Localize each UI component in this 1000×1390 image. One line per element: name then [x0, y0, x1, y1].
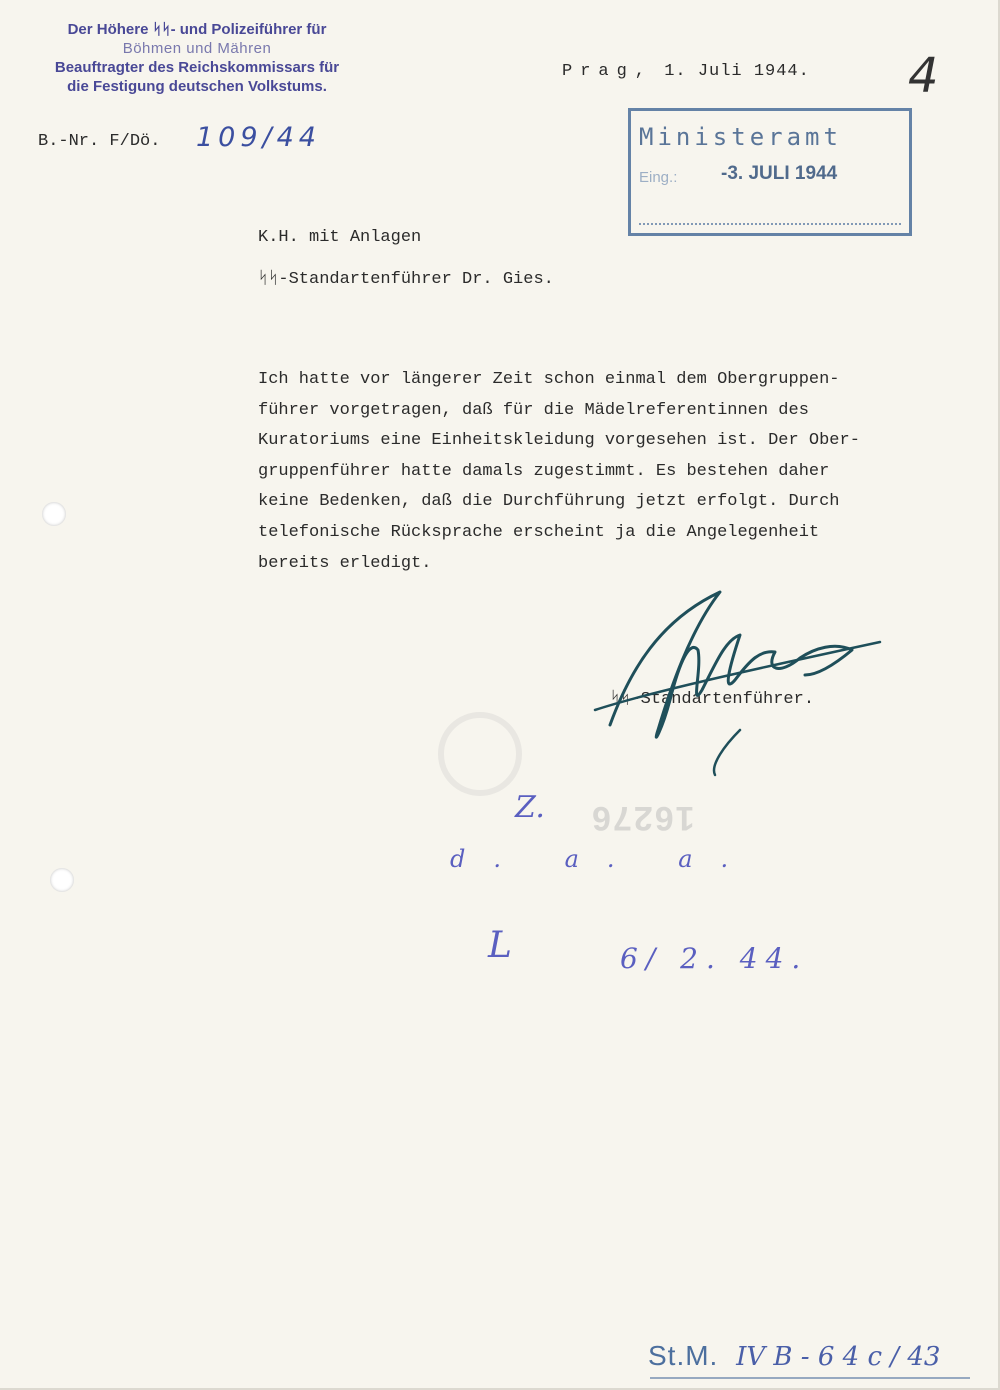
receipt-stamp-date: -3. JULI 1944 — [721, 163, 838, 184]
reference-label: B.-Nr. F/Dö. — [38, 132, 161, 151]
dateline-date: 1. Juli 1944. — [664, 62, 810, 81]
letterhead-line-3: Beauftragter des Reichskommissars für — [54, 59, 340, 76]
letter-body — [258, 365, 978, 579]
body-line-7: bereits erledigt. — [258, 553, 432, 573]
recipient-line-2: ᛋᛋ-Standartenführer Dr. Gies. — [258, 270, 554, 289]
letterhead-line-4: die Festigung deutschen Volkstums. — [67, 78, 327, 95]
body-line-2: führer vorgetragen, daß für die Mädelreferentinnen des — [258, 400, 809, 420]
letterhead-line-1: Der Höhere ᛋᛋ- und Polizeiführer für — [67, 21, 327, 38]
pencil-mark: L — [488, 925, 512, 966]
margin-mark-handwritten: 4 — [908, 48, 939, 104]
letterhead-line-2: Böhmen und Mähren — [122, 40, 272, 57]
filing-stamp-underline — [650, 1377, 970, 1379]
receipt-stamp-dotted-line — [639, 223, 901, 225]
receipt-stamp — [628, 108, 912, 236]
reference-number-handwritten: 109/44 — [196, 122, 321, 153]
letterhead-stamp — [22, 20, 372, 96]
body-line-6: telefonische Rücksprache erscheint ja die Angelegenheit — [258, 522, 820, 542]
faint-round-seal — [438, 712, 522, 796]
body-line-1: Ich hatte vor längerer Zeit schon einmal dem Obergruppen- — [258, 370, 840, 389]
filing-stamp-prefix: St.M. — [648, 1340, 719, 1371]
recipient-line-1: K.H. mit Anlagen — [258, 228, 422, 247]
punch-hole-lower — [50, 868, 74, 892]
faint-registry-number: 16276 — [590, 799, 695, 837]
body-line-3: Kuratoriums eine Einheitskleidung vorgesehen ist. Der Ober- — [258, 431, 860, 451]
pencil-abbreviations: d. a. a. — [450, 845, 757, 873]
filing-stamp — [648, 1340, 940, 1372]
dateline — [562, 62, 810, 81]
filing-stamp-handwritten: IV B - 6 4 c / 43 — [736, 1342, 941, 1372]
receipt-stamp-title: Ministeramt — [639, 123, 842, 151]
dateline-place: Prag, — [562, 62, 654, 81]
handwritten-signature — [590, 580, 890, 780]
receipt-stamp-eingang: Eing.: — [639, 169, 678, 186]
signature-title: ᛋᛋ-Standartenführer. — [610, 690, 815, 709]
pencil-date: 6/ 2. 44. — [620, 942, 809, 975]
body-line-4: gruppenführer hatte damals zugestimmt. Es bestehen daher — [258, 461, 830, 481]
pencil-initial: Z. — [515, 790, 545, 825]
punch-hole-upper — [42, 502, 66, 526]
body-line-5: keine Bedenken, daß die Durchführung jetzt erfolgt. Durch — [258, 492, 840, 512]
